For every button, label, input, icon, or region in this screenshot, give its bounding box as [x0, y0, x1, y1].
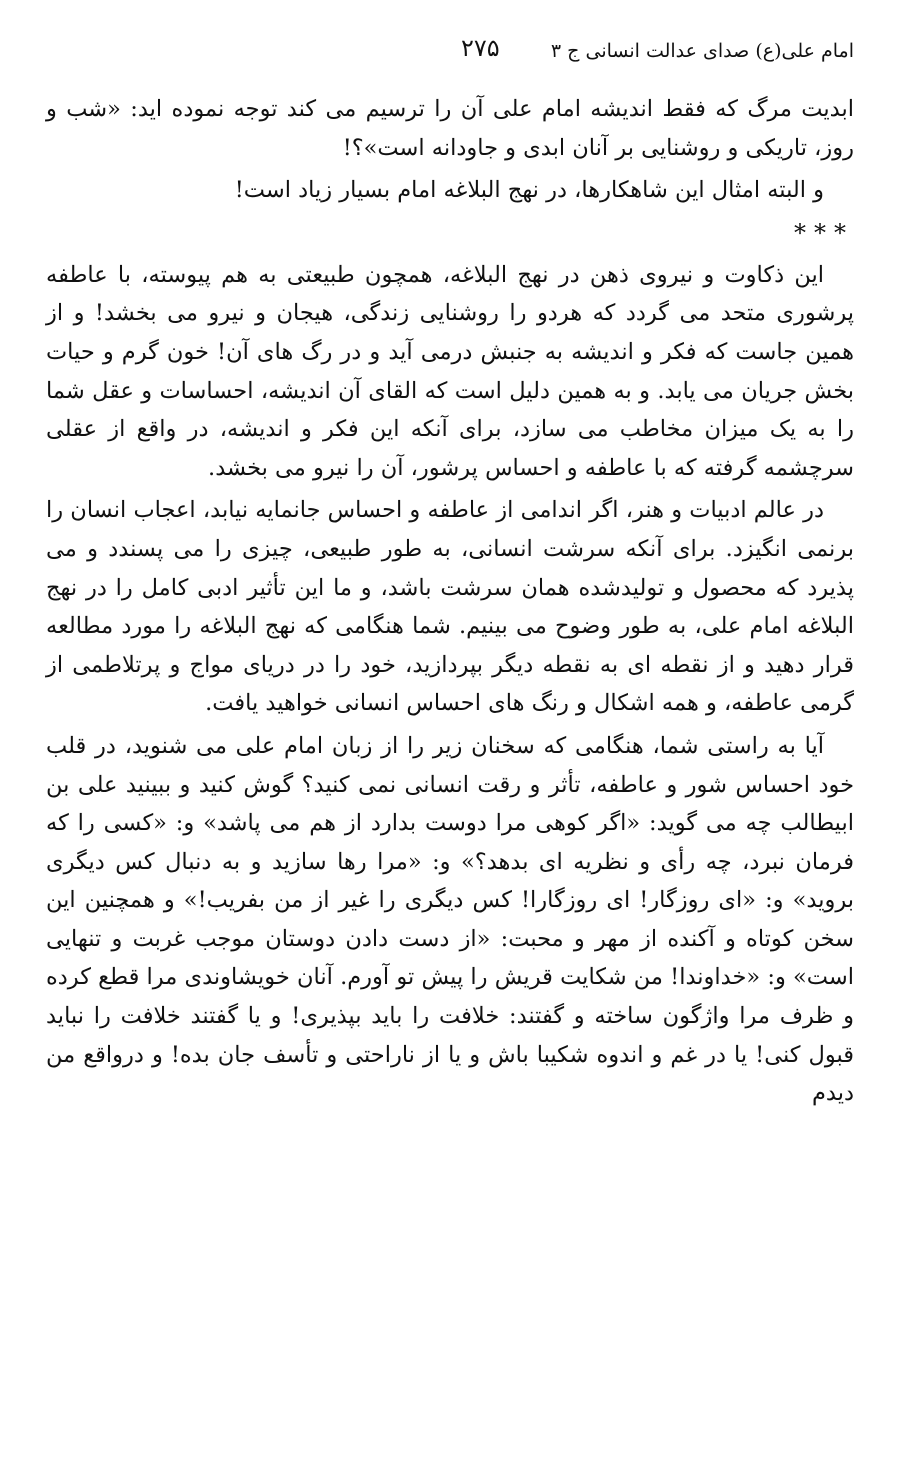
section-separator: ***: [794, 218, 854, 247]
paragraph-5: آیا به راستی شما، هنگامی که سخنان زیر را از زبان امام علی می شنوید، در قلب خود احساس شور و عاطفه، تأثر و رقت انسانی نمی کنید؟ گوش کنید و ببینید علی بن ابیطالب چه می گوید: «اگر کوهی مرا دوست بدارد از هم می پاشد» و: «کسی را که فرمان نبرد، چه رأی و نظریه ای بدهد؟» و: «مرا رها سازید و به دنبال کس دیگری بروید» و: «ای روزگار! ای روزگارا! کس دیگری را غیر از من بفریب!» و همچنین این سخن کوتاه و آکنده از مهر و محبت: «از دست دادن دوستان موجب غربت و تنهایی است» و: «خداوندا! من شکایت قریش را پیش تو آورم. آنان خویشاوندی مرا قطع کرده و ظرف مرا واژگون ساخته و گفتند: خلافت را باید بپذیری! و یا گفتند خلافت را نباید قبول کنی! یا در غم و اندوه شکیبا باش و یا از ناراحتی و تأسف جان بده! و درواقع من دیدم: [46, 732, 854, 1107]
paragraph-1: ابدیت مرگ که فقط اندیشه امام علی آن را ترسیم می کند توجه نموده اید: «شب و روز، تاریکی و روشنایی بر آنان ابدی و جاودانه است»؟!: [46, 96, 854, 161]
paragraph-3: این ذکاوت و نیروی ذهن در نهج البلاغه، همچون طبیعتی به هم پیوسته، با عاطفه پرشوری متحد می گردد که هردو را روشنایی زندگی، هیجان و نیرو می بخشد! و از همین جاست که فکر و اندیشه به جنبش درمی آید و در رگ های آن! خون گرم و حیات بخش جریان می یابد. و به همین دلیل است که القای آن اندیشه، احساسات و عقل شما را به یک میزان مخاطب می سازد، برای آنکه این فکر و اندیشه، در واقع از عقلی سرچشمه گرفته که با عاطفه و احساس پرشور، آن را نیرو می بخشد.: [46, 261, 854, 481]
page-number: ۲۷۵: [461, 34, 500, 62]
page-header: [46, 34, 854, 70]
paragraph-4: در عالم ادبیات و هنر، اگر اندامی از عاطفه و احساس جانمایه نیابد، اعجاب انسان را برنمی انگیزد. برای آنکه سرشت انسانی، به طور طبیعی، چیزی را می پسندد و می پذیرد که محصول و تولیدشده همان سرشت باشد، و ما این تأثیر ادبی کامل را در نهج البلاغه امام علی، به طور وضوح می بینیم. شما هنگامی که نهج البلاغه را مورد مطالعه قرار دهید و از نقطه ای به نقطه دیگر بپردازید، خود را در دریای مواج و پرتلاطمی از گرمی عاطفه، و همه اشکال و رنگ های احساس انسانی خواهید یافت.: [46, 497, 854, 717]
running-title: امام علی(ع) صدای عدالت انسانی ج ۳: [550, 40, 854, 62]
body-text: [46, 90, 854, 1113]
paragraph-2: و البته امثال این شاهکارها، در نهج البلاغه امام بسیار زیاد است!: [234, 177, 824, 204]
